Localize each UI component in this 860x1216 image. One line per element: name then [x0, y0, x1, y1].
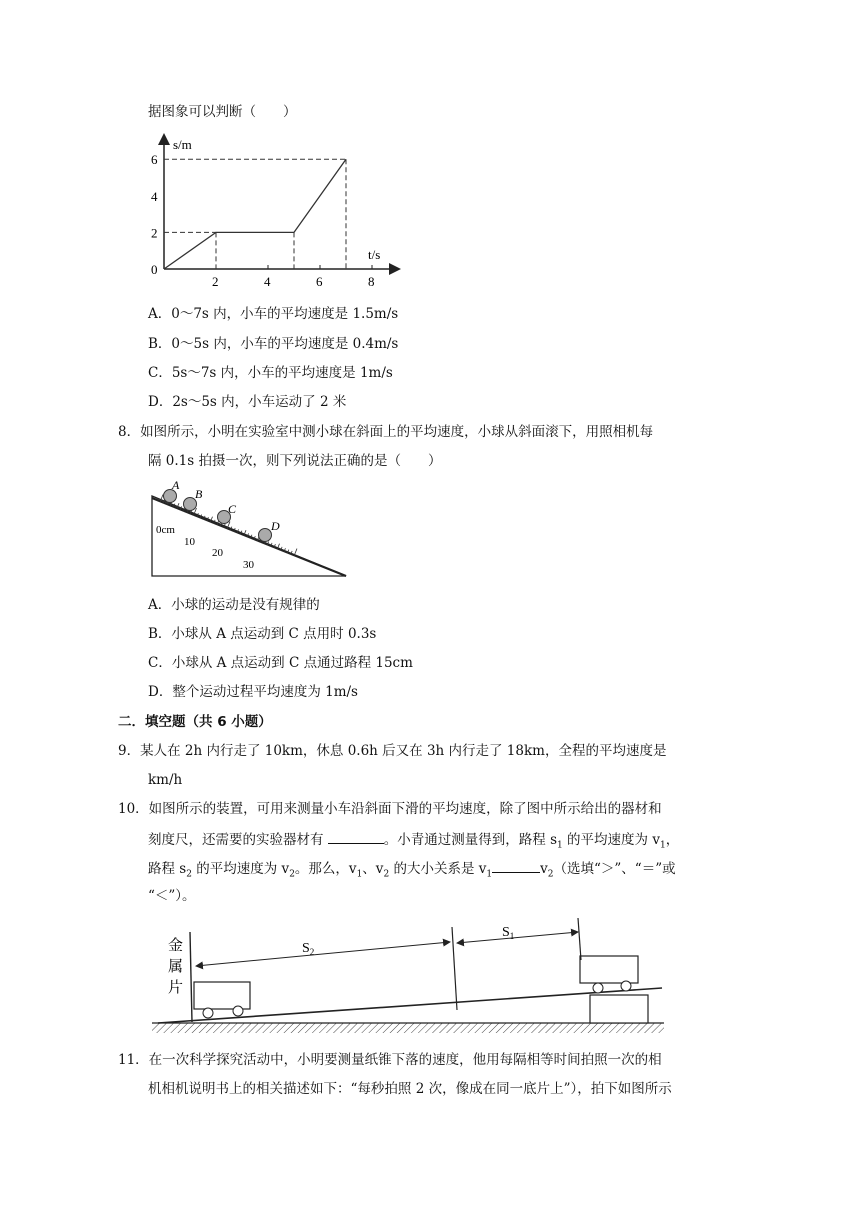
- q10-stem-line1: 10．如图所示的装置，可用来测量小车沿斜面下滑的平均速度，除了图中所示给出的器材和: [118, 801, 662, 817]
- y-tick-labels: [151, 152, 158, 277]
- q10-line3-g: （选填“＞”、“＝”或: [553, 861, 676, 877]
- x-tick-label: 6: [316, 274, 323, 289]
- ball-d: [259, 529, 272, 542]
- q10-blank-compare[interactable]: [492, 858, 540, 873]
- q7-option-c[interactable]: C．5s～7s 内，小车的平均速度是 1m/s: [148, 365, 393, 381]
- q8-stem-line1: 8．如图所示，小明在实验室中测小球在斜面上的平均速度，小球从斜面滚下，用照相机每: [118, 424, 654, 440]
- plate-label-3: 片: [168, 980, 184, 996]
- s1-label: $S_1$: [502, 925, 515, 941]
- q10-line2-sub1: 1: [557, 840, 563, 851]
- q10-line3-f: v: [540, 861, 548, 877]
- q10-line2-a: 刻度尺，还需要的实验器材有: [148, 832, 328, 848]
- q7-option-a[interactable]: A．0～7s 内，小车的平均速度是 1.5m/s: [148, 306, 399, 322]
- q10-line3-sub4: 2: [383, 869, 390, 880]
- series-line: [164, 159, 346, 269]
- s1-arrow: [457, 932, 578, 943]
- x-tick-label: 8: [368, 274, 375, 289]
- y-tick-label: 4: [151, 188, 158, 204]
- q8-option-d[interactable]: D．整个运动过程平均速度为 1m/s: [148, 684, 358, 700]
- q8-option-b[interactable]: B．小球从 A 点运动到 C 点用时 0.3s: [148, 626, 377, 642]
- y-tick-label: 0: [151, 262, 158, 277]
- q10-stem-line4: “＜”）。: [148, 888, 196, 904]
- q10-line3-c: 。那么，v: [294, 861, 357, 877]
- q7-option-b[interactable]: B．0～5s 内，小车的平均速度是 0.4m/s: [148, 336, 399, 352]
- scale-label-20: 20: [212, 547, 223, 559]
- q8-incline-figure: [148, 480, 353, 580]
- top-marker-line: [578, 918, 581, 960]
- q10-line2-b: 。小青通过测量得到，路程 s: [383, 832, 558, 848]
- plate-label-1: 金: [168, 938, 184, 954]
- plate-label-2: 属: [168, 959, 184, 975]
- y-tick-label: 6: [151, 152, 158, 168]
- q10-line2-c: 的平均速度为 v: [562, 832, 660, 848]
- q11-stem-line1: 11．在一次科学探究活动中，小明要测量纸锥下落的速度，他用每隔相等时间拍照一次的相: [118, 1052, 662, 1068]
- y-axis-label: s/m: [173, 137, 192, 152]
- q10-cart-figure: [150, 912, 670, 1042]
- s2-label: $S_2$: [302, 941, 315, 957]
- dashed-guides: [164, 159, 346, 269]
- q10-line3-sub3: 1: [356, 869, 363, 880]
- y-tick-label: 2: [151, 225, 158, 241]
- support-block: [590, 995, 648, 1023]
- section-title: 二．填空题（共 6 小题）: [118, 714, 272, 730]
- q10-line3-sub6: 2: [547, 869, 554, 880]
- ball-label-a: A: [172, 480, 180, 492]
- q10-line3-sub2: 2: [289, 869, 295, 880]
- ball-label-c: C: [228, 502, 237, 516]
- q7-option-d[interactable]: D．2s～5s 内，小车运动了 2 米: [148, 394, 347, 410]
- q10-blank-equipment[interactable]: [328, 829, 384, 844]
- q10-line3-sub1: 2: [186, 869, 192, 880]
- q10-line3-e: 的大小关系是 v: [389, 861, 487, 877]
- q10-line3-a: 路程 s: [148, 861, 187, 877]
- q10-line3-d: 、v: [362, 861, 384, 877]
- mid-marker-line: [452, 927, 457, 1010]
- q7-stem: 据图象可以判断（ ）: [148, 104, 297, 120]
- cart-top: [580, 956, 638, 993]
- ball-label-b: B: [195, 487, 203, 501]
- metal-plate: [190, 932, 192, 1022]
- q10-line3-b: 的平均速度为 v: [191, 861, 290, 877]
- scale-label-30: 30: [243, 559, 254, 571]
- x-tick-label: 4: [264, 274, 271, 289]
- q8-stem-line2: 隔 0.1s 拍摄一次，则下列说法正确的是（ ）: [148, 453, 442, 469]
- ball-label-d: D: [271, 519, 280, 533]
- q7-st-graph: [140, 128, 420, 293]
- q10-stem-line2: [148, 829, 679, 855]
- q9-stem-line1: 9．某人在 2h 内行走了 10km，休息 0.6h 后又在 3h 内行走了 18km，全程的平均速度是: [118, 743, 667, 759]
- x-tick-label: 2: [212, 274, 219, 289]
- q10-line2-sub2: 1: [659, 840, 666, 851]
- scale-label-10: 10: [184, 536, 195, 548]
- q8-option-a[interactable]: A．小球的运动是没有规律的: [148, 597, 320, 613]
- q8-option-c[interactable]: C．小球从 A 点运动到 C 点通过路程 15cm: [148, 655, 413, 671]
- ground-hatch: [152, 1023, 664, 1033]
- s2-arrow: [196, 942, 450, 966]
- q11-stem-line2: 机相机说明书上的相关描述如下：“每秒拍照 2 次，像成在同一底片上”），拍下如图所示: [148, 1081, 672, 1097]
- scale-label-0: 0cm: [156, 524, 175, 536]
- cart-bottom: [194, 982, 250, 1018]
- q10-stem-line3: [148, 858, 676, 884]
- q10-line3-sub5: 1: [486, 869, 493, 880]
- x-axis-label: t/s: [368, 247, 381, 262]
- q10-line2-d: ，: [665, 832, 680, 848]
- q9-stem-line2: km/h: [148, 772, 183, 788]
